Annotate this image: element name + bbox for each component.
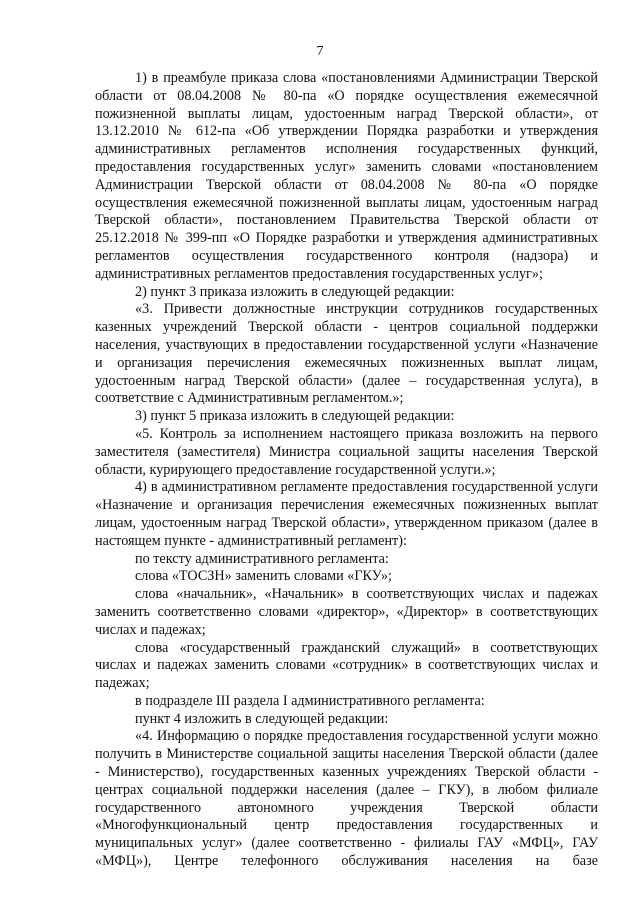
paragraph-clause-3-text: «3. Привести должностные инструкции сотрудников государственных казенных учреждений Тверской области - центров социальной поддержки населения, участвующих в предоставлении государственной услуги «Назначение и организация перечисления ежемесячных пожизненных выплат лицам, удостоенным наград Тверской области» (далее – государственная услуга), в соответствие с Административным регламентом.»; <box>95 301 598 407</box>
paragraph-servant-replacement: слова «государственный гражданский служащий» в соответствующих числах и падежах заменить словами «сотрудник» в соответствующих числах и падежах; <box>95 639 598 692</box>
document-body <box>95 70 598 871</box>
paragraph-item-4-edit: пункт 4 изложить в следующей редакции: <box>135 710 389 727</box>
page-number: 7 <box>316 44 324 59</box>
paragraph-clause-4-text: «4. Информацию о порядке предоставления государственной услуги можно получить в Министерстве социальной защиты населения Тверской области (далее - Министерство), государственных казенных учреждениях Тверской области - центрах социальной поддержки населения (далее – ГКУ), в любом филиале государственного автономного учреждения Тверской области «Многофункциональный центр предоставления государственных и муниципальных услуг» (далее соответственно - филиалы ГАУ «МФЦ», ГАУ «МФЦ»), Центре телефонного обслуживания населения на базе <box>95 728 598 870</box>
paragraph-subsection-iii: в подразделе III раздела I административного регламента: <box>135 692 485 709</box>
paragraph-tuszn-replacement: слова «ТОСЗН» заменить словами «ГКУ»; <box>135 568 392 585</box>
paragraph-preamble-amendment: 1) в преамбуле приказа слова «постановлениями Администрации Тверской области от 08.04.2008 № 80-па «О порядке осуществления ежемесячной пожизненной выплаты лицам, удостоенным наград Тверской области», от 13.12.2010 № 612-па «Об утверждении Порядка разработки и утверждения административных регламентов исполнения государственных функций, предоставления государственных услуг» заменить словами «постановлением Администрации Тверской области от 08.04.2008 № 80-па «О порядке осуществления ежемесячной пожизненной выплаты лицам, удостоенным наград Тверской области», постановлением Правительства Тверской области от 25.12.2018 № 399-пп «О Порядке разработки и утверждения административных регламентов осуществления государственного контроля (надзора) и административных регламентов предоставления государственных услуг»; <box>95 70 598 282</box>
paragraph-chief-replacement: слова «начальник», «Начальник» в соответствующих числах и падежах заменить соответственно словами «директор», «Директор» в соответствующих числах и падежах; <box>95 586 598 638</box>
paragraph-clause-5-text: «5. Контроль за исполнением настоящего приказа возложить на первого заместителя (заместителя) Министра социальной защиты населения Тверской области, курирующего предоставление государственной услуги.»; <box>95 425 598 478</box>
paragraph-item-4: 4) в административном регламенте предоставления государственной услуги «Назначение и организация перечисления ежемесячных пожизненных выплат лицам, удостоенным наград Тверской области», утвержденном приказом (далее в настоящем пункте - административный регламент): <box>95 479 598 549</box>
paragraph-item-2: 2) пункт 3 приказа изложить в следующей редакции: <box>135 283 455 300</box>
paragraph-item-3: 3) пункт 5 приказа изложить в следующей редакции: <box>135 408 455 425</box>
paragraph-throughout-text: по тексту административного регламента: <box>135 550 389 567</box>
